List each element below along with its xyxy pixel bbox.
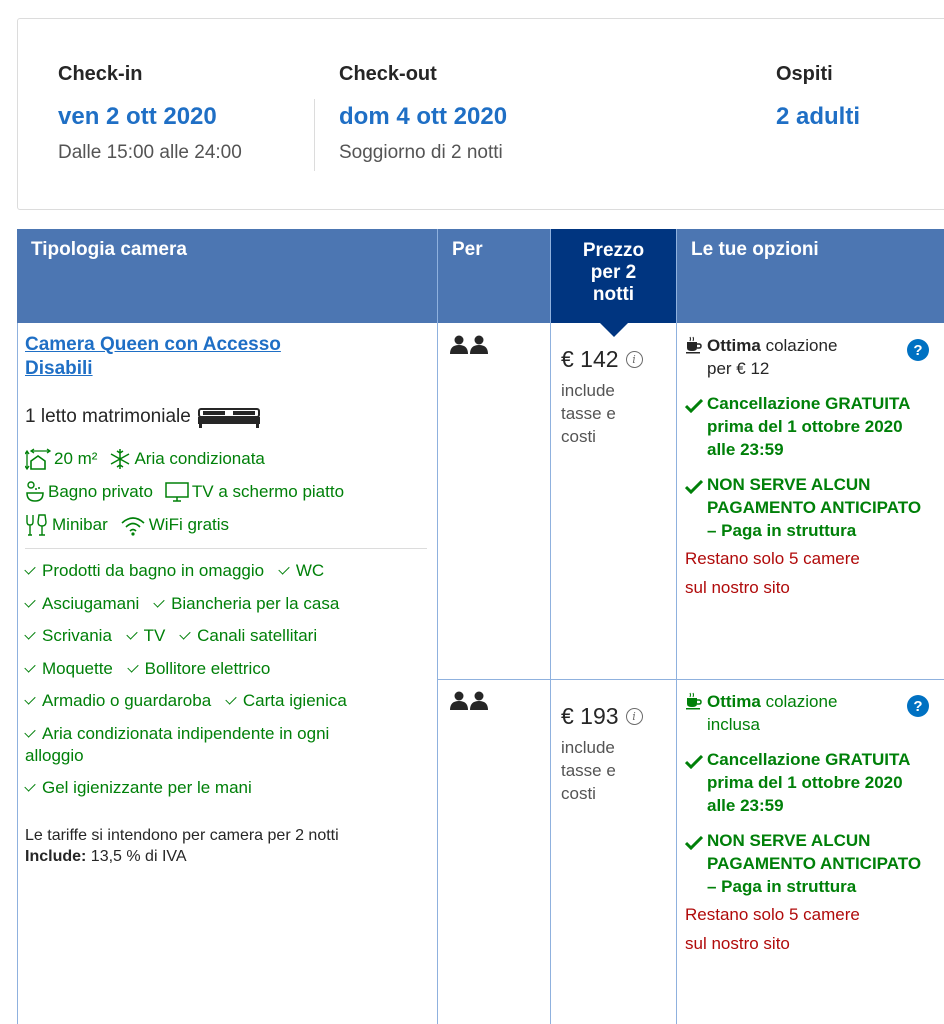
- scarcity-message: Restano solo 5 camere sul nostro sito: [685, 549, 860, 597]
- price-note: include tasse e costi: [561, 738, 616, 803]
- facility-tv-text: TV a schermo piatto: [191, 481, 345, 501]
- checkin-date[interactable]: ven 2 ott 2020: [58, 103, 217, 130]
- facility-bath: [25, 481, 153, 503]
- amenity-item: Scrivania: [25, 625, 112, 647]
- amenity-item: Biancheria per la casa: [154, 593, 339, 615]
- facility-minibar-text: Minibar: [52, 514, 108, 534]
- free-cancellation: [685, 748, 935, 817]
- checkin-label: Check-in: [58, 63, 143, 85]
- guests-value[interactable]: 2 adulti: [776, 103, 861, 130]
- facility-ac: [109, 448, 264, 470]
- checkmark-icon: [685, 399, 703, 413]
- offer-options: [685, 690, 935, 958]
- facility-bath-text: Bagno privato: [48, 481, 153, 501]
- amenity-item: Asciugamani: [25, 593, 139, 615]
- room-name-link[interactable]: [25, 333, 427, 381]
- occupancy-2-adults-icon: [449, 691, 489, 716]
- checkout-date[interactable]: dom 4 ott 2020: [339, 103, 508, 130]
- breakfast-price: per € 12: [707, 359, 770, 378]
- facility-wifi-text: WiFi gratis: [148, 514, 230, 534]
- no-prepayment-text: NON SERVE ALCUN PAGAMENTO ANTICIPATO – Paga in struttura: [707, 831, 922, 896]
- snowflake-icon: [109, 448, 131, 470]
- breakfast-label: colazione: [760, 692, 838, 711]
- room-name-line1[interactable]: Camera Queen con Accesso: [25, 334, 281, 355]
- room-info: [25, 333, 427, 867]
- no-prepayment-text: NON SERVE ALCUN PAGAMENTO ANTICIPATO – Paga in struttura: [707, 475, 922, 540]
- rate-note-include: Include:: [25, 848, 87, 865]
- amenity-item: Aria condizionata indipendente in ogni alloggio: [25, 723, 330, 765]
- room-size: [25, 448, 97, 470]
- checkin-block: [58, 63, 242, 164]
- header-price-line3: notti: [592, 284, 635, 305]
- bed-text: 1 letto matrimoniale: [25, 406, 191, 427]
- price-header-arrow: [600, 323, 628, 337]
- offer-price-block: [561, 703, 681, 805]
- minibar-icon: [25, 514, 49, 536]
- checkmark-icon: [685, 836, 703, 850]
- free-cancellation-text: Cancellazione GRATUITA prima del 1 ottobre 2020 alle 23:59: [707, 394, 910, 459]
- facility-ac-text: Aria condizionata: [134, 448, 265, 468]
- tv-icon: [165, 481, 189, 503]
- amenity-item: Moquette: [25, 658, 113, 680]
- summary-divider: [314, 99, 315, 171]
- checkmark-icon: [685, 755, 703, 769]
- offer-options: [685, 334, 935, 602]
- facility-minibar: [25, 514, 108, 536]
- breakfast-label: colazione: [760, 336, 838, 355]
- room-name-line2[interactable]: Disabili: [25, 358, 93, 379]
- offer-price-block: [561, 346, 681, 448]
- facilities-row-3: [25, 513, 427, 536]
- breakfast-option: [685, 690, 935, 736]
- info-icon[interactable]: i: [626, 351, 643, 368]
- header-price-line1: Prezzo: [582, 240, 645, 261]
- amenity-item: Gel igienizzante per le mani: [25, 777, 252, 799]
- coffee-cup-icon: [685, 336, 703, 354]
- amenity-item: Carta igienica: [226, 690, 347, 712]
- amenity-item: WC: [279, 560, 324, 582]
- occupancy-2-adults-icon: [449, 335, 489, 360]
- header-per: Per: [438, 229, 551, 323]
- amenity-item: Prodotti da bagno in omaggio: [25, 560, 264, 582]
- checkout-label: Check-out: [339, 63, 437, 85]
- amenities-list: [25, 560, 427, 799]
- coffee-cup-icon: [685, 692, 703, 710]
- facilities-row-2: [25, 480, 427, 503]
- amenities-separator: [25, 548, 427, 549]
- free-cancellation: [685, 392, 935, 461]
- breakfast-rating: Ottima: [707, 692, 761, 711]
- no-prepayment: [685, 829, 935, 898]
- guests-label: Ospiti: [776, 63, 833, 85]
- price-note: include tasse e costi: [561, 381, 616, 446]
- guests-block: [776, 63, 860, 133]
- amenity-item: Bollitore elettrico: [128, 658, 271, 680]
- header-price: [551, 229, 677, 323]
- free-cancellation-text: Cancellazione GRATUITA prima del 1 ottobre 2020 alle 23:59: [707, 750, 910, 815]
- breakfast-option: [685, 334, 935, 380]
- offer-price: € 142 i: [561, 346, 681, 373]
- breakfast-rating: Ottima: [707, 336, 761, 355]
- checkmark-icon: [685, 480, 703, 494]
- no-prepayment: [685, 473, 935, 542]
- checkin-hours: Dalle 15:00 alle 24:00: [58, 142, 242, 163]
- rate-note-text: Le tariffe si intendono per camera per 2 notti: [25, 827, 339, 844]
- facilities-row-1: [25, 447, 427, 470]
- wifi-icon: [120, 514, 146, 536]
- grid-line: [437, 323, 438, 1024]
- header-price-line2: per 2: [590, 262, 637, 283]
- table-header: [17, 229, 944, 323]
- amenity-item: Canali satellitari: [180, 625, 317, 647]
- help-question-icon[interactable]: ?: [907, 695, 929, 717]
- rate-note-vat: 13,5 % di IVA: [86, 848, 187, 865]
- grid-line: [550, 323, 551, 1024]
- checkout-block: [339, 63, 507, 164]
- facility-wifi: [120, 514, 229, 536]
- room-size-icon: [25, 448, 51, 470]
- breakfast-included: inclusa: [707, 715, 760, 734]
- room-table: [17, 229, 944, 1024]
- grid-line: [17, 323, 18, 1024]
- bath-shower-icon: [25, 481, 45, 503]
- scarcity-message: Restano solo 5 camere sul nostro sito: [685, 905, 860, 953]
- offer-price: € 193 i: [561, 703, 681, 730]
- info-icon[interactable]: i: [626, 708, 643, 725]
- rate-note: [25, 825, 427, 867]
- double-bed-icon: [197, 405, 261, 429]
- facility-tv: [165, 481, 344, 503]
- amenity-item: TV: [127, 625, 166, 647]
- room-size-text: 20 m²: [54, 448, 98, 468]
- stay-length: Soggiorno di 2 notti: [339, 142, 503, 163]
- help-question-icon[interactable]: ?: [907, 339, 929, 361]
- bed-info: [25, 405, 427, 429]
- amenity-item: Armadio o guardaroba: [25, 690, 211, 712]
- search-summary: [17, 18, 944, 210]
- header-options: Le tue opzioni: [677, 229, 944, 323]
- header-room-type: Tipologia camera: [17, 229, 438, 323]
- row-divider: [437, 679, 944, 680]
